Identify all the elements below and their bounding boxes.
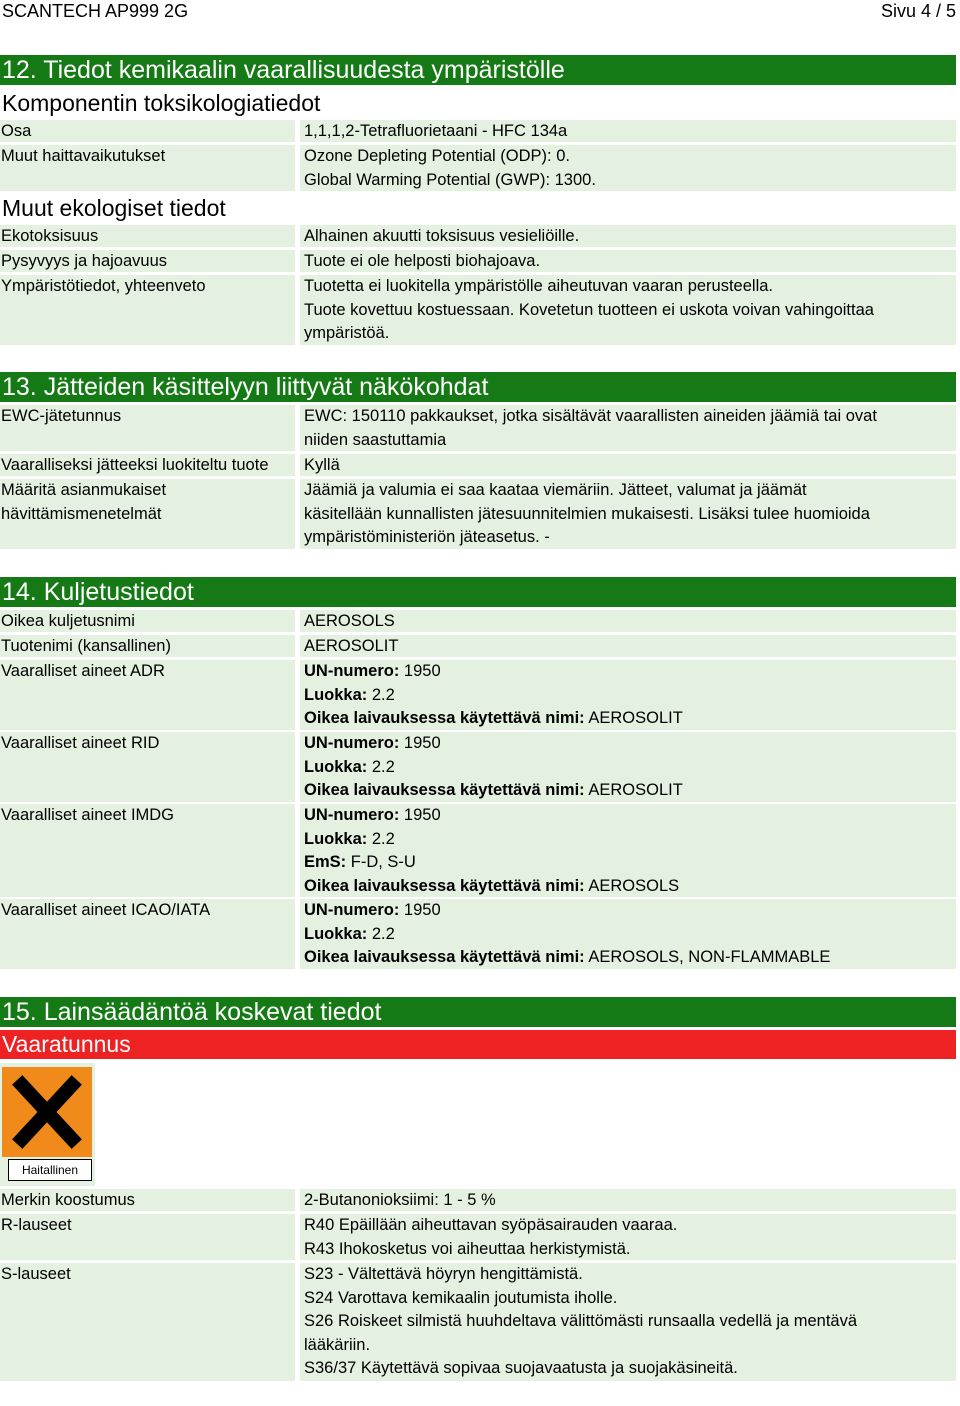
value-line: Kyllä — [304, 456, 340, 474]
class-value: 2.2 — [367, 829, 395, 848]
row-value-hazardous-waste — [300, 454, 956, 476]
class-value: 2.2 — [367, 924, 395, 943]
class-value: 2.2 — [367, 685, 395, 704]
class-key: Luokka: — [304, 924, 368, 943]
shipping-name-value: AEROSOLS, NON-FLAMMABLE — [584, 948, 831, 966]
row-label-other-effects: Muut haittavaikutukset — [0, 145, 295, 191]
value-line: niiden saastuttamia — [304, 430, 447, 449]
rid-class-line — [304, 756, 956, 780]
row-label-env-summary: Ympäristötiedot, yhteenveto — [0, 275, 295, 345]
un-number-key: UN-numero: — [304, 734, 400, 752]
value-line: S36/37 Käytettävä sopivaa suojavaatusta ja suojakäsineitä. — [304, 1359, 738, 1377]
value-line: Alhainen akuutti toksisuus vesieliöille. — [304, 227, 580, 245]
value-line: ympäristöä. — [304, 324, 390, 342]
un-number-value: 1950 — [399, 662, 441, 680]
shipping-name-key: Oikea laivauksessa käytettävä nimi: — [304, 781, 585, 799]
icao-class-line — [304, 923, 956, 947]
un-number-value: 1950 — [399, 901, 441, 919]
row-label-hazardous-waste: Vaaralliseksi jätteeksi luokiteltu tuote — [0, 454, 295, 476]
pictogram-caption: Haitallinen — [8, 1159, 92, 1181]
row-label-ecotoxicity: Ekotoksisuus — [0, 225, 295, 247]
row-value-rid — [300, 732, 956, 802]
imdg-class-line — [304, 828, 956, 852]
un-number-key: UN-numero: — [304, 662, 400, 680]
class-key: Luokka: — [304, 685, 368, 704]
row-label-s-phrases: S-lauseet — [0, 1263, 295, 1381]
row-value-other-effects — [300, 145, 956, 191]
row-label-label-composition: Merkin koostumus — [0, 1189, 295, 1211]
un-number-key: UN-numero: — [304, 901, 400, 919]
row-value-persistence — [300, 250, 956, 272]
value-line: EWC: 150110 pakkaukset, jotka sisältävät vaarallisten aineiden jäämiä tai ovat — [304, 407, 877, 425]
section-12-subtitle-toxicology: Komponentin toksikologiatiedot — [2, 90, 321, 116]
value-line: Tuote kovettuu kostuessaan. Kovetetun tuotteen ei uskota voivan vahingoittaa — [304, 300, 874, 319]
harmful-x-icon — [2, 1067, 92, 1157]
value-line: Global Warming Potential (GWP): 1300. — [304, 170, 596, 189]
value-line: ympäristöministeriön jäteasetus. - — [304, 528, 550, 546]
imdg-ems-line — [304, 851, 956, 875]
rid-un-line — [304, 732, 956, 756]
un-number-value: 1950 — [399, 806, 441, 824]
row-value-product-name-national: AEROSOLIT — [300, 635, 956, 657]
value-line: 1,1,1,2-Tetrafluorietaani - HFC 134a — [304, 122, 568, 140]
row-label-r-phrases: R-lauseet — [0, 1214, 295, 1260]
label-line: hävittämismenetelmät — [1, 504, 162, 523]
row-label-icao-iata: Vaaralliset aineet ICAO/IATA — [0, 899, 295, 969]
rid-name-line — [304, 779, 956, 803]
row-value-r-phrases — [300, 1214, 956, 1260]
imdg-name-line — [304, 875, 956, 899]
row-value-disposal-methods — [300, 479, 956, 549]
class-key: Luokka: — [304, 757, 368, 776]
row-value-label-composition — [300, 1189, 956, 1211]
shipping-name-key: Oikea laivauksessa käytettävä nimi: — [304, 876, 585, 895]
row-label-persistence: Pysyvyys ja hajoavuus — [0, 250, 295, 272]
header-product: SCANTECH AP999 2G — [2, 1, 189, 21]
row-label-rid: Vaaralliset aineet RID — [0, 732, 295, 802]
row-label-shipping-name: Oikea kuljetusnimi — [0, 610, 295, 632]
imdg-un-line — [304, 804, 956, 828]
un-number-value: 1950 — [399, 734, 441, 752]
row-label-product-name-national: Tuotenimi (kansallinen) — [0, 635, 295, 657]
value-line: S23 - Vältettävä höyryn hengittämistä. — [304, 1265, 583, 1283]
value-line: 2-Butanonioksiimi: 1 - 5 % — [304, 1191, 496, 1209]
header-page: Sivu 4 / 5 — [880, 1, 956, 21]
row-label-disposal-methods — [0, 479, 295, 549]
shipping-name-key: Oikea laivauksessa käytettävä nimi: — [304, 709, 585, 727]
row-value-s-phrases — [300, 1263, 956, 1381]
row-value-shipping-name: AEROSOLS — [300, 610, 956, 632]
row-value-adr — [300, 660, 956, 730]
harmful-x-svg — [2, 1067, 92, 1157]
shipping-name-value: AEROSOLIT — [584, 781, 683, 799]
row-label-ewc-code: EWC-jätetunnus — [0, 405, 295, 451]
value-line: R43 Ihokosketus voi aiheuttaa herkistymistä. — [304, 1239, 631, 1258]
row-value-ewc-code — [300, 405, 956, 451]
row-label-adr: Vaaralliset aineet ADR — [0, 660, 295, 730]
shipping-name-value: AEROSOLIT — [584, 709, 683, 727]
row-value-imdg — [300, 804, 956, 897]
adr-class-line — [304, 684, 956, 708]
adr-un-line — [304, 660, 956, 684]
section-13-title: 13. Jätteiden käsittelyyn liittyvät näkökohdat — [0, 372, 956, 402]
ems-key: EmS: — [304, 853, 347, 871]
value-line: Tuote ei ole helposti biohajoava. — [304, 252, 541, 270]
row-value-icao-iata — [300, 899, 956, 969]
adr-name-line — [304, 707, 956, 731]
label-line: Määritä asianmukaiset — [1, 481, 167, 499]
value-line: Tuotetta ei luokitella ympäristölle aiheutuvan vaaran perusteella. — [304, 277, 773, 295]
shipping-name-value: AEROSOLS — [584, 876, 680, 895]
value-line: R40 Epäillään aiheuttavan syöpäsairauden vaaraa. — [304, 1216, 678, 1234]
class-key: Luokka: — [304, 829, 368, 848]
section-15-title: 15. Lainsäädäntöä koskevat tiedot — [0, 997, 956, 1027]
un-number-key: UN-numero: — [304, 806, 400, 824]
value-line: käsitellään kunnallisten jätesuunnitelmien mukaisesti. Lisäksi tulee huomioida — [304, 504, 870, 523]
icao-un-line — [304, 899, 956, 923]
class-value: 2.2 — [367, 757, 395, 776]
hazard-pictogram — [0, 1063, 95, 1186]
value-line: lääkäriin. — [304, 1335, 371, 1354]
section-12-subtitle-ecology: Muut ekologiset tiedot — [2, 195, 226, 221]
value-line: Jäämiä ja valumia ei saa kaataa viemäriin. Jätteet, valumat ja jäämät — [304, 481, 807, 499]
row-label-imdg: Vaaralliset aineet IMDG — [0, 804, 295, 897]
icao-name-line — [304, 946, 956, 970]
row-value-env-summary — [300, 275, 956, 345]
row-value-ecotoxicity — [300, 225, 956, 247]
shipping-name-key: Oikea laivauksessa käytettävä nimi: — [304, 948, 585, 966]
value-line: S26 Roiskeet silmistä huuhdeltava välittömästi runsaalla vedellä ja mentävä — [304, 1312, 858, 1330]
section-12-title: 12. Tiedot kemikaalin vaarallisuudesta ympäristölle — [0, 55, 956, 85]
value-line: Ozone Depleting Potential (ODP): 0. — [304, 147, 570, 165]
row-label-osa: Osa — [0, 120, 295, 142]
ems-value: F-D, S-U — [346, 853, 416, 871]
value-line: S24 Varottava kemikaalin joutumista iholle. — [304, 1288, 618, 1307]
row-value-osa — [300, 120, 956, 142]
section-14-title: 14. Kuljetustiedot — [0, 577, 956, 607]
hazard-symbol-title: Vaaratunnus — [0, 1030, 956, 1059]
